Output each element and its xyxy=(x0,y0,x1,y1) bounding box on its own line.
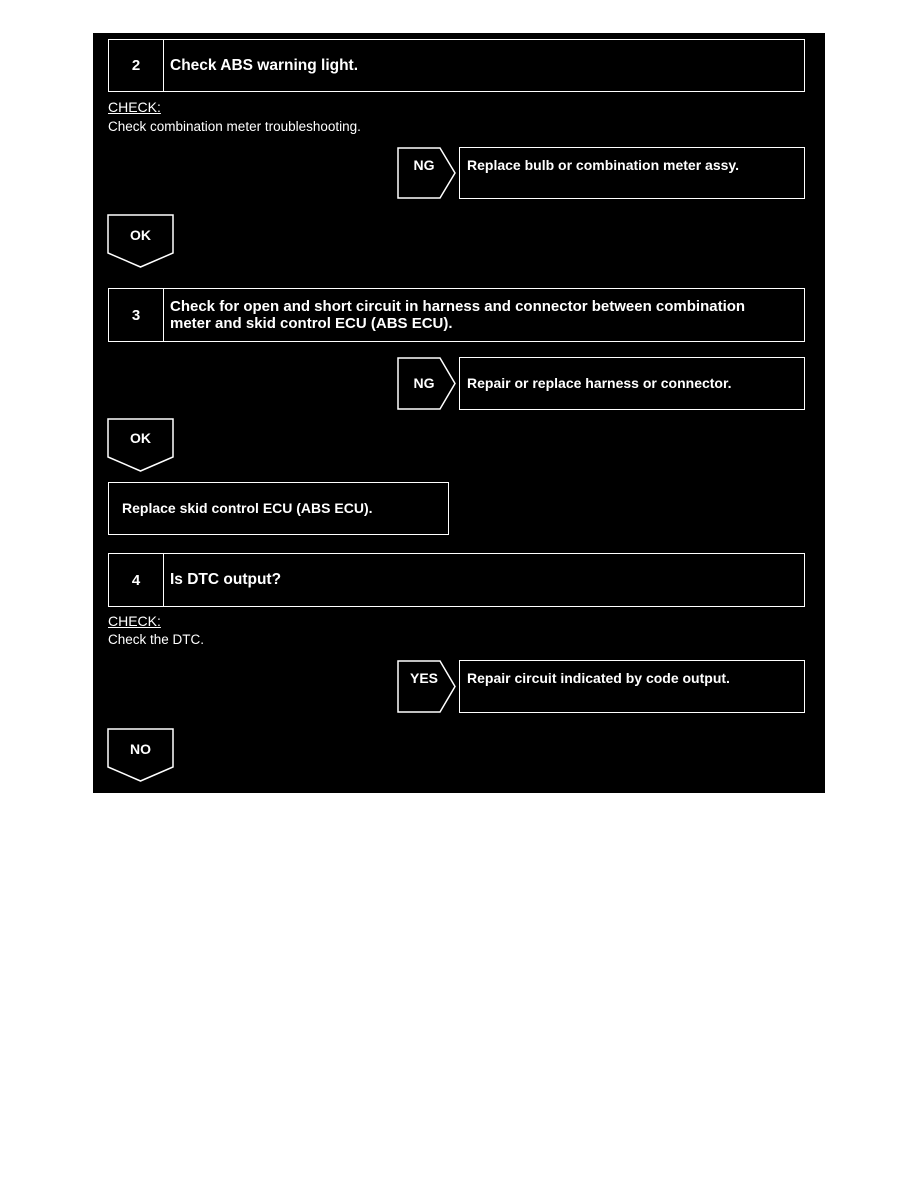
step-3-title-line-2: meter and skid control ECU (ABS ECU). xyxy=(170,315,453,332)
step-3-header xyxy=(108,288,805,342)
step-2-title: Check ABS warning light. xyxy=(170,57,359,74)
step-4-title: Is DTC output? xyxy=(170,571,282,588)
step-3-ok-label: OK xyxy=(130,430,151,446)
step-2-ng-label: NG xyxy=(413,157,435,173)
step-4-yes-label: YES xyxy=(409,670,439,686)
step-2-check-label: CHECK: xyxy=(108,99,161,115)
step-3-title-line-1: Check for open and short circuit in harness and connector between combination xyxy=(170,298,746,315)
step-2-number: 2 xyxy=(109,40,164,91)
step-2-ng-arrow xyxy=(397,147,457,199)
step-3-ng-action-box xyxy=(459,357,805,410)
step-4-header xyxy=(108,553,805,607)
step-2-check-text: Check combination meter troubleshooting. xyxy=(108,119,361,134)
step-2-ng-action-box xyxy=(459,147,805,199)
step-4-number: 4 xyxy=(109,554,164,606)
step-3-ng-label: NG xyxy=(413,375,435,391)
step-3-number: 3 xyxy=(109,289,164,341)
step-4-yes-arrow xyxy=(397,660,457,713)
flowchart-panel xyxy=(93,33,825,793)
step-4-check-label: CHECK: xyxy=(108,613,161,629)
step-4-yes-action-text: Repair circuit indicated by code output. xyxy=(467,670,730,686)
step-4-no-arrow xyxy=(107,728,175,783)
step-3-ng-arrow xyxy=(397,357,457,410)
step-3-ok-arrow xyxy=(107,418,175,473)
step-3-final-action-box xyxy=(108,482,449,535)
step-2-ok-arrow xyxy=(107,214,175,269)
step-3-ng-action-text: Repair or replace harness or connector. xyxy=(467,375,732,391)
step-3-final-action-text: Replace skid control ECU (ABS ECU). xyxy=(122,500,373,516)
step-2-ok-label: OK xyxy=(130,227,151,243)
step-4-check-text: Check the DTC. xyxy=(108,632,205,647)
step-4-no-label: NO xyxy=(130,741,151,757)
step-2-ng-action-text: Replace bulb or combination meter assy. xyxy=(467,157,740,173)
step-2-header xyxy=(108,39,805,92)
step-4-yes-action-box xyxy=(459,660,805,713)
